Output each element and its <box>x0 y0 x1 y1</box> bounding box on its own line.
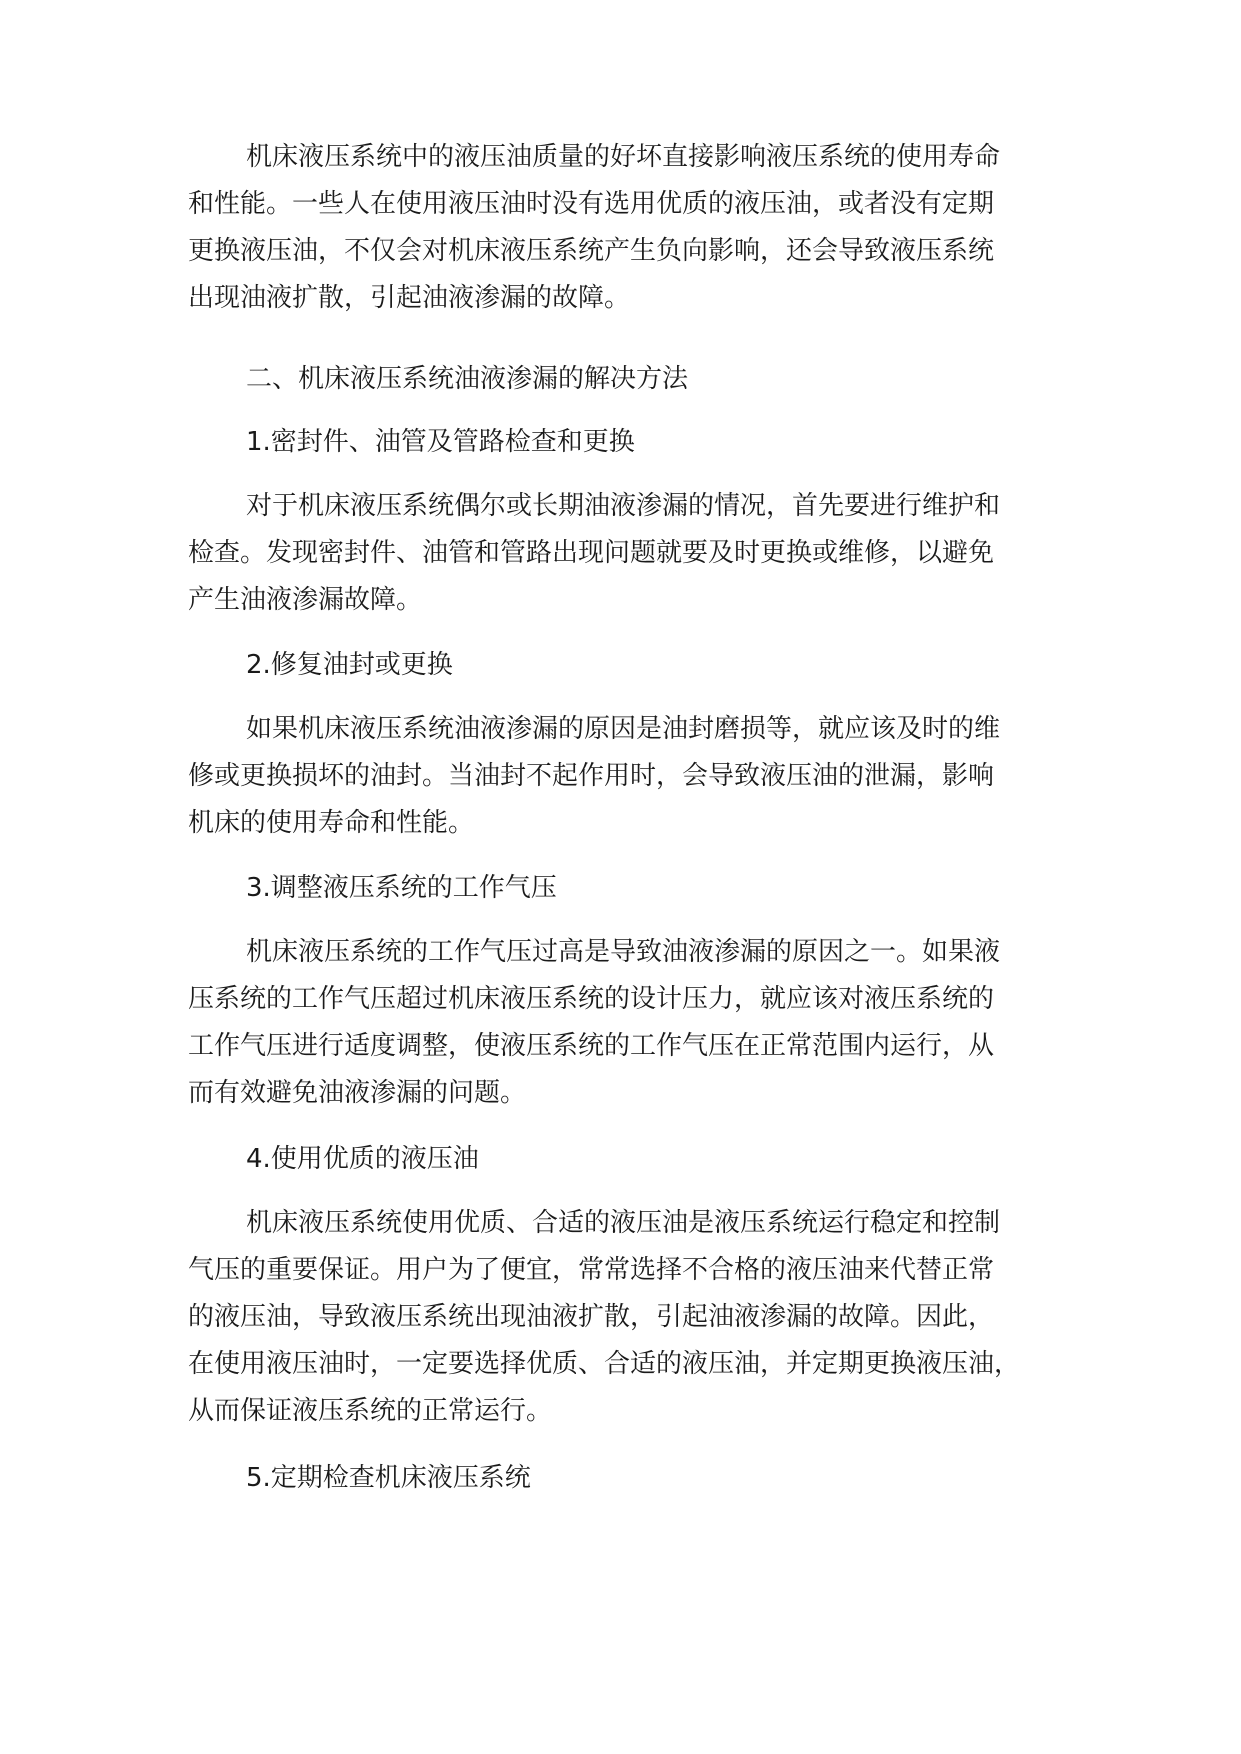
heading-text: 2.修复油封或更换 <box>246 650 453 680</box>
paragraph-quality-oil <box>188 1200 1088 1435</box>
subheading-2 <box>188 642 1088 689</box>
paragraph-seal-inspection <box>188 483 1088 624</box>
text-line: 修或更换损坏的油封。当油封不起作用时，会导致液压油的泄漏，影响 <box>188 761 995 791</box>
subheading-4 <box>188 1136 1088 1183</box>
text-line: 和性能。一些人在使用液压油时没有选用优质的液压油，或者没有定期 <box>188 189 995 219</box>
text-line: 更换液压油，不仅会对机床液压系统产生负向影响，还会导致液压系统 <box>188 236 995 266</box>
text-line: 工作气压进行适度调整，使液压系统的工作气压在正常范围内运行，从 <box>188 1031 995 1061</box>
text-line: 压系统的工作气压超过机床液压系统的设计压力，就应该对液压系统的 <box>188 984 995 1014</box>
text-line: 机床的使用寿命和性能。 <box>188 808 475 838</box>
text-line: 从而保证液压系统的正常运行。 <box>188 1396 553 1426</box>
text-line: 检查。发现密封件、油管和管路出现问题就要及时更换或维修，以避免 <box>188 538 995 568</box>
text-line: 机床液压系统使用优质、合适的液压油是液压系统运行稳定和控制 <box>246 1208 1001 1238</box>
text-line: 如果机床液压系统油液渗漏的原因是油封磨损等，就应该及时的维 <box>246 714 1001 744</box>
subheading-3 <box>188 865 1088 912</box>
heading-text: 1.密封件、油管及管路检查和更换 <box>246 427 635 457</box>
heading-text: 二、机床液压系统油液渗漏的解决方法 <box>246 364 689 394</box>
text-line: 机床液压系统中的液压油质量的好坏直接影响液压系统的使用寿命 <box>246 142 1001 172</box>
text-line: 产生油液渗漏故障。 <box>188 585 423 615</box>
paragraph-pressure-adjustment <box>188 929 1088 1117</box>
text-line: 在使用液压油时，一定要选择优质、合适的液压油，并定期更换液压油， <box>188 1349 1021 1379</box>
text-line: 气压的重要保证。用户为了便宜，常常选择不合格的液压油来代替正常 <box>188 1255 995 1285</box>
text-line: 机床液压系统的工作气压过高是导致油液渗漏的原因之一。如果液 <box>246 937 1001 967</box>
text-line: 的液压油，导致液压系统出现油液扩散，引起油液渗漏的故障。因此， <box>188 1302 995 1332</box>
paragraph-hydraulic-oil-quality <box>188 134 1088 322</box>
text-line: 出现油液扩散，引起油液渗漏的故障。 <box>188 283 631 313</box>
text-line: 而有效避免油液渗漏的问题。 <box>188 1078 527 1108</box>
paragraph-oil-seal-repair <box>188 706 1088 847</box>
heading-text: 3.调整液压系统的工作气压 <box>246 873 557 903</box>
heading-text: 5.定期检查机床液压系统 <box>246 1463 531 1493</box>
subheading-5 <box>188 1455 1088 1502</box>
text-line: 对于机床液压系统偶尔或长期油液渗漏的情况，首先要进行维护和 <box>246 491 1001 521</box>
heading-text: 4.使用优质的液压油 <box>246 1144 479 1174</box>
section-heading-solutions <box>188 356 1088 403</box>
subheading-1 <box>188 419 1088 466</box>
